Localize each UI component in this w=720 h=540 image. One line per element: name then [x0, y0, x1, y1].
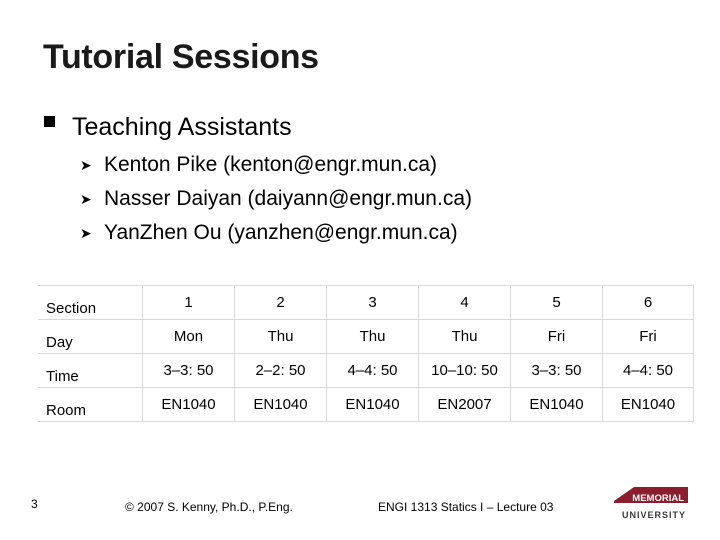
table-cell: EN1040	[511, 388, 603, 422]
memorial-university-logo	[614, 487, 688, 523]
square-bullet-icon	[44, 116, 55, 127]
table-cell: Thu	[419, 320, 511, 354]
slide-title: Tutorial Sessions	[43, 38, 319, 76]
row-header: Day	[38, 320, 143, 354]
footer-copyright: © 2007 S. Kenny, Ph.D., P.Eng.	[125, 500, 293, 514]
bullet-teaching-assistants: Teaching Assistants	[72, 113, 292, 141]
table-cell: EN1040	[327, 388, 419, 422]
tutorial-schedule-table	[38, 285, 694, 422]
row-header: Room	[38, 388, 143, 422]
table-cell: EN1040	[143, 388, 235, 422]
arrow-bullet-icon: ➤	[80, 157, 92, 173]
table-cell: 3–3: 50	[143, 354, 235, 388]
table-row	[38, 320, 694, 354]
table-cell: 1	[143, 286, 235, 320]
table-cell: 2–2: 50	[235, 354, 327, 388]
table-row	[38, 388, 694, 422]
table-cell: EN2007	[419, 388, 511, 422]
arrow-bullet-icon: ➤	[80, 225, 92, 241]
table-cell: EN1040	[235, 388, 327, 422]
table-cell: 3–3: 50	[511, 354, 603, 388]
table-cell: Mon	[143, 320, 235, 354]
table-cell: EN1040	[603, 388, 694, 422]
table-cell: 3	[327, 286, 419, 320]
table-cell: 10–10: 50	[419, 354, 511, 388]
table-cell: Fri	[603, 320, 694, 354]
logo-text-line2: UNIVERSITY	[621, 510, 686, 520]
table-cell: Fri	[511, 320, 603, 354]
row-header: Time	[38, 354, 143, 388]
page-number: 3	[31, 497, 38, 511]
table-cell: 4–4: 50	[327, 354, 419, 388]
table-cell: 5	[511, 286, 603, 320]
footer-course-title: ENGI 1313 Statics I – Lecture 03	[378, 500, 554, 514]
assistant-text: Nasser Daiyan (daiyann@engr.mun.ca)	[104, 187, 472, 210]
table-cell: Thu	[327, 320, 419, 354]
table-cell: 2	[235, 286, 327, 320]
table-cell: 4	[419, 286, 511, 320]
row-header: Section	[38, 286, 143, 320]
assistant-text: YanZhen Ou (yanzhen@engr.mun.ca)	[104, 221, 458, 244]
table-row	[38, 286, 694, 320]
assistant-text: Kenton Pike (kenton@engr.mun.ca)	[104, 153, 438, 176]
table-cell: Thu	[235, 320, 327, 354]
logo-text-line1: MEMORIAL	[632, 493, 684, 504]
table-row	[38, 354, 694, 388]
arrow-bullet-icon: ➤	[80, 191, 92, 207]
table-cell: 4–4: 50	[603, 354, 694, 388]
table-cell: 6	[603, 286, 694, 320]
